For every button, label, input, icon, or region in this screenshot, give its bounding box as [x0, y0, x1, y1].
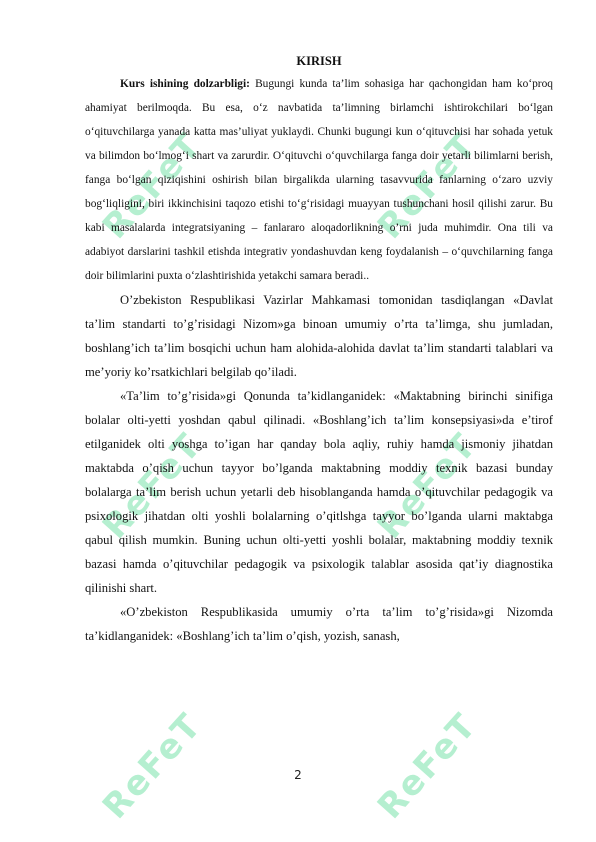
paragraph-text: Bugungi kunda ta’lim sohasiga har qachongidan ham ko‘proq ahamiyat berilmoqda. Bu esa, o‘z navbatida ta’limning birlamchi ishtirokchilari bo‘lgan o‘qituvchilarga yanada katta mas’uliyat yuklaydi. Chunki bugungi kun o‘qituvchisi har sohada yetuk va bilimdon bo‘lmog‘i shart va zarurdir. O‘qituvchi o‘quvchilarga fanga doir yetarli bilimlarni berish, fanga bo‘lgan qiziqishini oshirish bilan birgalikda ularning tasavvurida fanlarning o‘zaro uzviy bog‘liqligini, biri ikkinchisini taqozo etishi to‘g‘risidagi muayyan tushunchani hosil qilishi zarur. Bu kabi masalalarda integratsiyaning – fanlararo aloqadorlikning o’rni juda muhimdir. Ona tili va adabiyot darslarini tashkil etishda integrativ yondashuvdan keng foydalanish – o‘quvchilarning fanga doir bilimlarini puxta o‘zlashtirishida yetakchi samara beradi.. — [85, 78, 553, 282]
watermark: ReFeT — [370, 125, 485, 247]
paragraph-regulation: «O’zbekiston Respublikasida umumiy o’rta ta’lim to’g’risida»gi Nizomda ta’kidlanganidek: «Boshlang’ich ta’lim o’qish, yozish, sanash, — [85, 605, 553, 643]
paragraph-lead: Kurs ishining dolzarbligi: — [120, 78, 250, 90]
watermark: ReFeT — [95, 425, 210, 547]
page-number: 2 — [294, 768, 302, 782]
paragraph-relevance — [85, 72, 553, 288]
watermark: ReFeT — [95, 705, 210, 827]
document-body — [85, 54, 553, 648]
paragraph-law: «Ta’lim to’g’risida»gi Qonunda ta’kidlanganidek: «Maktabning birinchi sinifiga bolalar olti-yetti yoshdan qabul qilinadi. «Boshlang’ich ta’lim konsepsiyasi»da e’tirof etilganidek olti yoshga to’igan har qanday bola aqliy, ruhiy hamda jismoniy jihatdan maktabda o’qish uchun tayyor bo’lganda maktabning moddiy texnik bazasi bunday bolalarga ta’lim berish uchun yetarli deb hisoblanganda hamda o’qituvchilar pedagogik va psixologik jihatdan olti yoshli bolalarning o’qitlshga tayyor bo’lganda ularni maktabga qabul qilish mumkin. Buning uchun olti-yetti yoshli bolalar, maktabning moddiy texnik bazasi hamda o’qituvchilar pedagogik va psixologik talablar asosida qat’iy diagnostika qilinishi shart. — [85, 389, 553, 595]
page-title: KIRISH — [296, 54, 342, 68]
paragraph-decree: O’zbekiston Respublikasi Vazirlar Mahkamasi tomonidan tasdiqlangan «Davlat ta’lim standarti to’g’risidagi Nizom»ga binoan umumiy o’rta ta’limga, shu jumladan, boshlang’ich ta’lim bosqichi uchun ham alohida-alohida davlat ta’lim standarti talablari va me’yoriy ko’rsatkichlari belgilab qo’iladi. — [85, 293, 553, 379]
watermark: ReFeT — [370, 425, 485, 547]
watermark: ReFeT — [370, 705, 485, 827]
watermark: ReFeT — [95, 125, 210, 247]
